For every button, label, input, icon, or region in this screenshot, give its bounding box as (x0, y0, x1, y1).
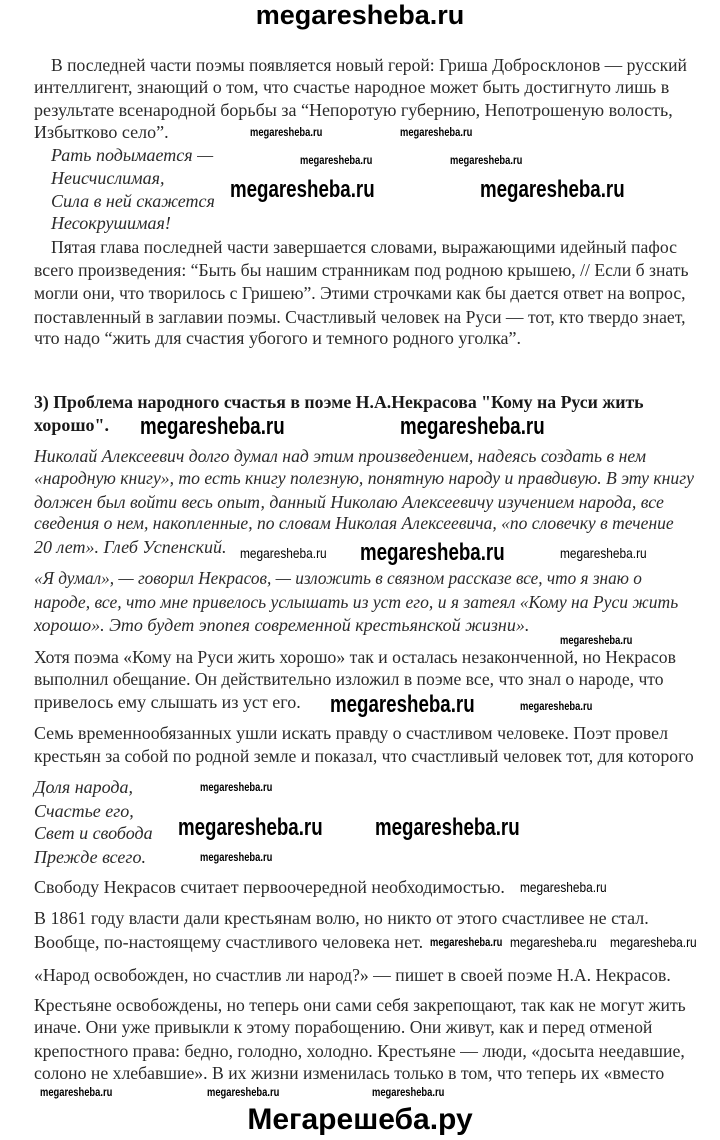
quote-line: Счастье его, (34, 801, 134, 821)
section-heading-line: 3) Проблема народного счастья в поэме Н.А.Некрасова "Кому на Руси жить (34, 392, 644, 412)
paragraph-line: Вообще, по-настоящему счастливого человека нет. (34, 932, 424, 952)
paragraph-line: В последней части поэмы появляется новый герой: Гриша Добросклонов — русский (51, 55, 687, 75)
quote-line: Сила в ней скажется (51, 191, 215, 211)
watermark: megaresheba.ru (230, 176, 375, 203)
paragraph-line: могли они, что творилось с Гришею”. Этими строчками как бы дается ответ на вопрос, (34, 283, 686, 303)
watermark: megaresheba.ru (560, 633, 633, 647)
paragraph-line: В 1861 году власти дали крестьянам волю, но никто от этого счастливее не стал. (34, 908, 649, 928)
quote-line: «Я думал», — говорил Некрасов, — изложить в связном рассказе все, что я знаю о (34, 568, 642, 588)
watermark: megaresheba.ru (510, 934, 597, 950)
paragraph-line: всего произведения: “Быть бы нашим странникам под родною крышею, // Если б знать (34, 260, 689, 280)
paragraph-line: поставленный в заглавии поэмы. Счастливый человек на Руси — тот, кто твердо знает, (34, 307, 686, 327)
paragraph-line: Крестьяне освобождены, но теперь они сами себя закрепощают, так как не могут жить (34, 995, 686, 1015)
paragraph-line: крестьян за собой по родной земле и показал, что счастливый человек тот, для которого (34, 746, 694, 766)
quote-line: 20 лет». Глеб Успенский. (34, 537, 227, 557)
paragraph-line: Избытково село”. (34, 122, 169, 142)
watermark: megaresheba.ru (450, 153, 523, 167)
footer-site-title: Мегарешеба.ру (247, 1103, 473, 1136)
quote-line: Доля народа, (34, 777, 134, 797)
quote-line: Неисчислимая, (51, 168, 165, 188)
watermark: megaresheba.ru (372, 1085, 445, 1099)
paragraph-line: что надо “жить для счастия убогого и темного родного уголка”. (34, 328, 522, 348)
paragraph-line: крепостного права: бедно, голодно, холодно. Крестьяне — люди, «досыта неедавшие, (34, 1041, 685, 1061)
watermark: megaresheba.ru (560, 545, 647, 561)
paragraph-line: Пятая глава последней части завершается словами, выражающими идейный пафос (51, 237, 677, 257)
paragraph-line: «Народ освобожден, но счастлив ли народ?» — пишет в своей поэме Н.А. Некрасов. (34, 965, 671, 985)
watermark: megaresheba.ru (250, 125, 323, 139)
paragraph-line: солоно не хлебавшие». В их жизни изменилась только в том, что теперь их «вместо (34, 1063, 665, 1083)
paragraph-line: результате всенародной борьбы за “Непоротую губернию, Непотрошеную волость, (34, 100, 673, 120)
quote-line: должен был войти весь опыт, данный Николаю Алексеевичу изучением народа, все (34, 492, 664, 512)
section-heading-line: хорошо". (34, 415, 110, 435)
paragraph-line: выполнил обещание. Он действительно изложил в поэме все, что знал о народе, что (34, 669, 664, 689)
paragraph-line: Хотя поэма «Кому на Руси жить хорошо» так и осталась незаконченной, но Некрасов (34, 647, 676, 667)
paragraph-line: привелось ему слышать из уст его. (34, 692, 301, 712)
paragraph-line: Свободу Некрасов считает первоочередной необходимостью. (34, 877, 505, 897)
watermark: megaresheba.ru (330, 691, 475, 718)
watermark: megaresheba.ru (178, 814, 323, 841)
watermark: megaresheba.ru (430, 935, 503, 949)
watermark: megaresheba.ru (400, 413, 545, 440)
watermark: megaresheba.ru (610, 934, 697, 950)
watermark: megaresheba.ru (140, 413, 285, 440)
quote-line: Свет и свобода (34, 823, 153, 843)
watermark: megaresheba.ru (240, 545, 327, 561)
watermark: megaresheba.ru (360, 539, 505, 566)
watermark: megaresheba.ru (200, 850, 273, 864)
paragraph-line: Семь временнообязанных ушли искать правду о счастливом человеке. Поэт провел (34, 723, 669, 743)
watermark: megaresheba.ru (375, 814, 520, 841)
watermark: megaresheba.ru (200, 780, 273, 794)
watermark: megaresheba.ru (400, 125, 473, 139)
watermark: megaresheba.ru (520, 699, 593, 713)
quote-line: сведения о нем, накопленные, по словам Николая Алексеевича, «по словечку в течение (34, 513, 674, 533)
quote-line: Прежде всего. (34, 847, 146, 867)
quote-line: Несокрушимая! (51, 213, 171, 233)
watermark: megaresheba.ru (480, 176, 625, 203)
watermark: megaresheba.ru (207, 1085, 280, 1099)
quote-line: Рать подымается — (51, 145, 214, 165)
watermark: megaresheba.ru (40, 1085, 113, 1099)
quote-line: Николай Алексеевич долго думал над этим произведением, надеясь создать в нем (34, 446, 647, 466)
quote-line: «народную книгу», то есть книгу полезную, понятную народу и правдивую. В эту книгу (34, 468, 694, 488)
watermark: megaresheba.ru (300, 153, 373, 167)
quote-line: народе, все, что мне привелось услышать из уст его, и я затеял «Кому на Руси жить (34, 592, 679, 612)
quote-line: хорошо». Это будет эпопея современной крестьянской жизни». (34, 615, 530, 635)
site-title: megaresheba.ru (255, 0, 465, 30)
paragraph-line: интеллигент, знающий о том, что счастье народное может быть достигнуто лишь в (34, 77, 670, 97)
paragraph-line: иначе. Они уже привыкли к этому порабощению. Они живут, как и перед отменой (34, 1017, 653, 1037)
watermark: megaresheba.ru (520, 879, 607, 895)
